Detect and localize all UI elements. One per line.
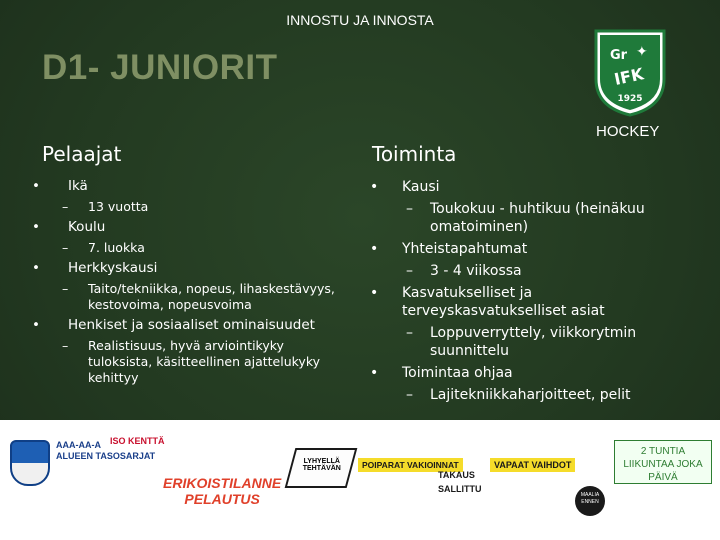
list-item: • Herkkyskausi <box>30 260 350 277</box>
badge-strip <box>0 420 720 540</box>
list-subitem: – 7. luokka <box>62 240 145 255</box>
badge-maalia: MAALIA ENNEN <box>575 486 605 516</box>
badge-liikuntaa: 2 TUNTIA LIIKUNTAA JOKA PÄIVÄ <box>614 440 712 484</box>
badge-takaus: TAKAUS SALLITTU <box>438 470 482 494</box>
slide-topline: INNOSTU JA INNOSTA <box>286 12 434 28</box>
list-subitem: – Loppuverryttely, viikkorytmin suunnittelu <box>406 325 637 359</box>
logo-monogram: Gr <box>610 48 628 63</box>
list-item: • Toimintaa ohjaa <box>368 364 678 382</box>
toiminta-list <box>368 178 678 408</box>
club-crest-icon <box>590 27 670 117</box>
list-subitem: – Taito/tekniikka, nopeus, lihaskestävyys, kestovoima, nopeusvoima <box>62 281 335 312</box>
page-title: D1- JUNIORIT <box>42 48 278 87</box>
list-item: • Koulu <box>30 219 350 236</box>
list-subitem: – Lajitekniikkaharjoitteet, pelit <box>406 387 631 403</box>
badge-erikoistilanne: ERIKOISTILANNE PELAUTUS <box>163 475 282 507</box>
toiminta-heading: Toiminta <box>372 142 457 166</box>
list-item: • Ikä <box>30 178 350 195</box>
badge-lyhyella: LYHYELLÄ TEHTÄVÄN <box>285 448 358 488</box>
logo-text: IFK <box>612 64 646 89</box>
list-subitem: – Toukokuu - huhtikuu (heinäkuu omatoiminen) <box>406 201 645 235</box>
pelaajat-heading: Pelaajat <box>42 142 122 166</box>
badge-iso-kentta: ISO KENTTÄ <box>110 436 165 446</box>
list-subitem: – 3 - 4 viikossa <box>406 263 522 279</box>
league-shield-icon <box>10 440 50 486</box>
badge-vapaat-vaihdot: VAPAAT VAIHDOT <box>490 458 575 472</box>
list-item: • Henkiset ja sosiaaliset ominaisuudet <box>30 317 350 334</box>
list-item: • Kausi <box>368 178 678 196</box>
pelaajat-list <box>30 178 350 390</box>
hockey-label: HOCKEY <box>596 123 660 140</box>
badge-poiparat: POIPARAT VAKIOINNAT <box>358 458 463 472</box>
svg-text:✦: ✦ <box>636 44 648 60</box>
badge-tasosarjat: AAA-AA-A ALUEEN TASOSARJAT <box>56 440 156 461</box>
list-item: • Yhteistapahtumat <box>368 240 678 258</box>
list-item: • Kasvatukselliset ja terveyskasvatukselliset asiat <box>368 284 678 320</box>
list-subitem: – 13 vuotta <box>62 199 149 214</box>
list-subitem: – Realistisuus, hyvä arviointikyky tuloksista, käsitteellinen ajattelukyky kehittyy <box>62 338 321 385</box>
logo-year: 1925 <box>617 94 643 104</box>
